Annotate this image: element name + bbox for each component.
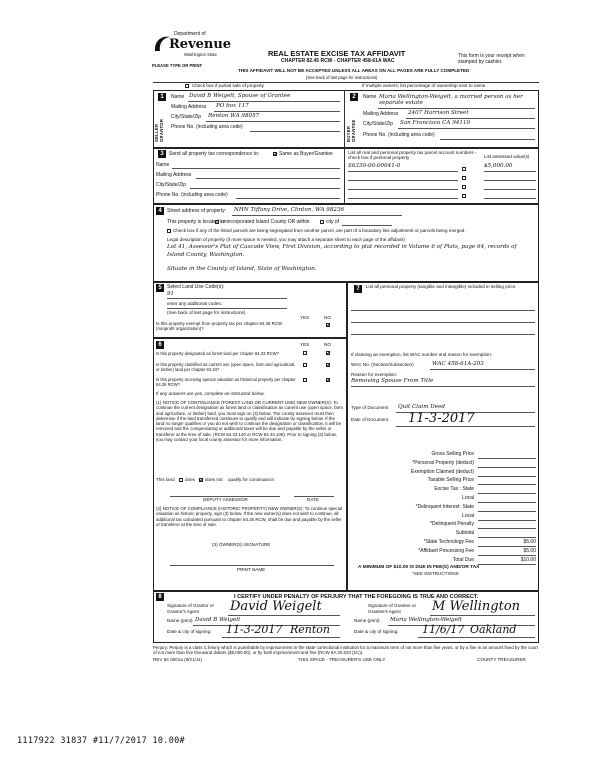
seller-city[interactable]: Renton WA 98057 bbox=[208, 113, 260, 119]
seller-address-label: Mailing Address bbox=[171, 104, 207, 110]
buyer-address-label: Mailing Address bbox=[363, 111, 399, 117]
s5-yes-label: YES bbox=[300, 315, 310, 320]
tax-row-line bbox=[478, 476, 536, 477]
form-subtitle: CHAPTER 82.45 RCW - CHAPTER 458-61A WAC bbox=[281, 58, 395, 64]
deputy-assessor-label: DEPUTY ASSESSOR bbox=[203, 497, 248, 502]
assessed-title: List assessed value(s) bbox=[484, 154, 530, 159]
grantor-signature[interactable]: David Weigelt bbox=[230, 599, 322, 614]
unincorporated-checkbox[interactable] bbox=[215, 220, 219, 224]
this-land-label: This land bbox=[156, 477, 175, 482]
compliance-notice: (2) NOTICE OF COMPLIANCE (HISTORIC PROPERTY) NEW OWNER(S): To continue special valuation as historic property, sign (3) below. If the new owner(s) does not wish to continue, all additional tax calculated pursuant to chapter 84.26 RCW, shall be due and payable by the seller or transferor at the time of sale. bbox=[156, 506, 343, 527]
form-revision: REV 84 0001a (9/21/11) bbox=[153, 657, 203, 662]
does-checkbox[interactable] bbox=[179, 478, 183, 482]
checkmark-icon bbox=[326, 363, 330, 367]
seller-city-label: City/State/Zip bbox=[171, 114, 202, 120]
qualify-label: qualify for continuance. bbox=[228, 477, 276, 482]
partial-sale-checkbox[interactable] bbox=[185, 84, 189, 88]
grantor-date[interactable]: 11-3-2017 bbox=[226, 623, 283, 636]
personal-property-checkbox[interactable] bbox=[462, 167, 466, 171]
wac-label: WAC No. (Section/Subsection) bbox=[351, 362, 414, 367]
tax-row-label: Local bbox=[462, 512, 474, 519]
section-6-box bbox=[153, 338, 347, 591]
parcel-title: List all real and personal property tax parcel account numbers - check box if personal property bbox=[348, 150, 477, 161]
personal-property-checkbox[interactable] bbox=[462, 185, 466, 189]
seller-address[interactable]: PO box 117 bbox=[216, 103, 249, 109]
grantee-name[interactable]: Maria Wellington-Weigelt bbox=[390, 617, 462, 623]
tax-row-line bbox=[478, 511, 536, 512]
correspondence-title: Send all property tax correspondence to: bbox=[169, 151, 260, 157]
checkmark-icon bbox=[326, 351, 330, 355]
tax-row-line bbox=[478, 493, 536, 494]
county-treasurer: COUNTY TREASURER bbox=[477, 657, 526, 662]
does-not-checkbox[interactable] bbox=[199, 478, 203, 482]
exempt-no-checkbox[interactable] bbox=[326, 323, 330, 327]
exemption-reason[interactable]: Removing Spouse From Title bbox=[351, 378, 434, 384]
buyer-name-label: Name bbox=[363, 94, 377, 100]
seller-side-label: SELLER GRANTOR bbox=[154, 118, 164, 142]
grantee-date[interactable]: 11/6/17 bbox=[422, 623, 465, 636]
s6-no-label: NO bbox=[324, 342, 331, 347]
any-answers-note: If any answers are yes, complete as instructed below. bbox=[156, 391, 265, 396]
revenue-logo bbox=[152, 30, 232, 62]
tax-row-label: Excise Tax : State bbox=[434, 486, 474, 493]
historic-yes-checkbox[interactable] bbox=[303, 378, 307, 382]
section-2-number: 2 bbox=[350, 93, 358, 101]
same-as-buyer-label: Same as Buyer/Grantee bbox=[279, 151, 333, 157]
current-use-yes-checkbox[interactable] bbox=[303, 363, 307, 367]
s5-no-label: NO bbox=[324, 315, 331, 320]
checkmark-icon bbox=[199, 478, 203, 482]
located-in-label: This property is located in bbox=[167, 219, 224, 225]
buyer-phone-label: Phone No. (including area code) bbox=[363, 132, 435, 138]
receipt-note: This form is your receipt when stamped by cashier. bbox=[458, 53, 525, 65]
multiple-owners-note: If multiple owners, list percentage of ownership next to name. bbox=[362, 83, 487, 88]
seller-name-label: Name bbox=[171, 94, 185, 100]
tax-row-line bbox=[478, 546, 536, 547]
city-of-label: city of bbox=[326, 219, 340, 225]
same-as-buyer-checkbox[interactable] bbox=[273, 152, 277, 156]
tax-row-line bbox=[478, 467, 536, 468]
current-use-question: Is this property classified as current use (open space, farm and agricultural, or timber) land per chapter 84.34? bbox=[156, 362, 296, 372]
section-6-number: 6 bbox=[156, 341, 164, 349]
tax-row-line bbox=[478, 484, 536, 485]
tax-row-value[interactable]: $5.00 bbox=[523, 547, 536, 554]
s6-yes-label: YES bbox=[300, 342, 310, 347]
see-instructions: *SEE INSTRUCTIONS bbox=[412, 571, 459, 576]
dept-line1: Department of bbox=[174, 31, 206, 37]
does-label: does bbox=[185, 477, 195, 482]
street-address[interactable]: NHN Tiffany Drive, Clinton, WA 98236 bbox=[234, 207, 345, 213]
dept-name: Revenue bbox=[169, 37, 232, 52]
buyer-side-label: BUYER GRANTEE bbox=[346, 119, 356, 142]
date-label: DATE bbox=[307, 497, 319, 502]
current-use-no-checkbox[interactable] bbox=[326, 363, 330, 367]
tax-row-line bbox=[478, 520, 536, 521]
situate-line[interactable]: Situate in the County of Island, State of Washington. bbox=[167, 266, 317, 272]
doc-type[interactable]: Quit Claim Deed bbox=[398, 404, 445, 410]
grantee-name-label: Name (print) bbox=[354, 618, 380, 623]
legal-line-1[interactable]: Lot 41, Assessor's Plat of Cascade View, First Division, according to plat recorded in Volume 6 of Plats, page 64, records of bbox=[167, 244, 517, 250]
treasurer-use-only: THIS SPACE - TREASURER'S USE ONLY bbox=[298, 657, 386, 662]
grantee-signature-label: Signature of Grantee or Grantee's Agent bbox=[368, 603, 417, 614]
forest-question: Is this property designated as forest land per chapter 84.33 RCW? bbox=[156, 351, 279, 356]
section-5-number: 5 bbox=[156, 284, 164, 292]
doc-date[interactable]: 11-3-2017 bbox=[408, 411, 475, 426]
section-4-number: 4 bbox=[156, 207, 164, 215]
dept-state: Washington State bbox=[184, 52, 217, 57]
historic-question: Is this property receiving special valuation as historical property per chapter 84.26 RCW? bbox=[156, 377, 296, 387]
tax-row-label: *Delinquent Penalty bbox=[430, 521, 474, 528]
buyer-city-label: City/State/Zip bbox=[363, 121, 394, 127]
parcel-number[interactable]: S6330-00-00041-0 bbox=[348, 163, 401, 169]
seller-name[interactable]: David B Weigelt, Spouse of Grantee bbox=[189, 93, 291, 99]
grantor-date-label: Date & city of signing: bbox=[167, 629, 212, 634]
minimum-due: A MINIMUM OF $10.00 IS DUE IN FEE(S) AND/OR TAX bbox=[358, 565, 480, 570]
tax-row-line bbox=[478, 458, 536, 459]
owner-signature-label: (3) OWNER(S) SIGNATURE bbox=[212, 542, 271, 547]
land-use-see-back: (See back of last page for instructions) bbox=[167, 310, 246, 315]
legal-label: Legal description of property (if more space is needed, you may attach a separate sheet to each page of the affidavit) bbox=[167, 237, 405, 242]
other-codes-label: enter any additional codes: bbox=[167, 301, 222, 306]
exempt-question: Is this property exempt from property tax per chapter 84.36 RCW (nonprofit organization)? bbox=[156, 321, 283, 332]
corr-name-label: Name bbox=[156, 162, 170, 168]
grantor-city[interactable]: Renton bbox=[290, 623, 331, 636]
corr-city-label: City/State/Zip bbox=[156, 182, 187, 188]
tax-row-value[interactable]: $10.00 bbox=[520, 556, 536, 563]
doc-date-label: Date of Document bbox=[351, 417, 389, 422]
tax-row-label: Exemption Claimed (deduct) bbox=[410, 468, 474, 475]
tax-row-label: Total Due bbox=[452, 556, 474, 563]
forest-no-checkbox[interactable] bbox=[326, 351, 330, 355]
tax-row-value[interactable]: $5.00 bbox=[523, 539, 536, 545]
buyer-address[interactable]: 2407 Harrison Street bbox=[408, 110, 469, 116]
does-not-label: does not bbox=[205, 477, 223, 482]
unincorporated-label: unincorporated Island County OR within bbox=[221, 219, 310, 225]
warning-line: THIS AFFIDAVIT WILL NOT BE ACCEPTED UNLESS ALL AREAS ON ALL PAGES ARE FULLY COMPLETED bbox=[238, 68, 470, 73]
legal-line-2[interactable]: Island County, Washington. bbox=[167, 252, 245, 258]
please-type: PLEASE TYPE OR PRINT bbox=[152, 63, 203, 68]
section-7-number: 7 bbox=[354, 285, 362, 293]
tax-row-label: *Affidavit Processing Fee bbox=[418, 547, 474, 554]
form-title: REAL ESTATE EXCISE TAX AFFIDAVIT bbox=[268, 49, 406, 58]
continuance-notice: (1) NOTICE OF CONTINUANCE (FOREST LAND OR CURRENT USE) NEW OWNER(S): To continue the current designation as forest land or classification as current use (open space, farm and agriculture, or timber) land, you must sign on (3) below. The county assessor must then determine if the land transferred continues to qualify and will indicate by signing below. If the land no longer qualifies or you do not wish to continue the designation or classification, it will be removed and the compensating or additional taxes will be due and payable by the seller or transferor at the time of sale. (RCW 84.33.140 or RCW 84.34.108). Prior to signing (3) below, you may contact your local county assessor for more information. bbox=[156, 400, 343, 443]
grantee-signature[interactable]: M Wellington bbox=[432, 599, 521, 614]
personal-property-checkbox[interactable] bbox=[462, 176, 466, 180]
tax-row-line bbox=[478, 502, 536, 503]
grantee-city[interactable]: Oakland bbox=[470, 623, 517, 636]
print-name-label: PRINT NAME bbox=[237, 567, 266, 572]
land-use-code[interactable]: 91 bbox=[167, 291, 175, 297]
corr-address-label: Mailing Address bbox=[156, 172, 192, 178]
forest-yes-checkbox[interactable] bbox=[303, 351, 307, 355]
tax-row-label: Taxable Selling Price bbox=[427, 477, 474, 484]
tax-row-label: Gross Selling Price bbox=[431, 451, 474, 457]
corr-phone-label: Phone No. (including area code) bbox=[156, 192, 228, 198]
tax-row-label: Local bbox=[462, 495, 474, 501]
tax-row-label: *Delinquent Interest: State bbox=[415, 503, 474, 510]
section-8-number: 8 bbox=[156, 593, 164, 601]
tax-row-label: Subtotal bbox=[455, 530, 474, 537]
land-use-label: Select Land Use Code(s): bbox=[167, 284, 225, 290]
section-1-number: 1 bbox=[158, 93, 166, 101]
segregated-checkbox[interactable] bbox=[167, 229, 171, 233]
grantee-date-label: Date & city of signing: bbox=[354, 629, 399, 634]
personal-property-checkbox[interactable] bbox=[462, 194, 466, 198]
city-of-checkbox[interactable] bbox=[320, 220, 324, 224]
buyer-city[interactable]: San Francisco CA 94110 bbox=[400, 120, 471, 126]
perjury-statement: Perjury: Perjury is a class C felony which is punishable by imprisonment in the state correctional institution for a maximum term of not more than five years, or by a fine in an amount fixed by the court of not more than five thousand dollars ($5,000.00), or by both imprisonment and fine (RCW 9A.20.020 (1C)). bbox=[153, 645, 538, 656]
segregated-note: Check box if any of the listed parcels are being segregated from another parcel, are part of a boundary line adjustment or parcels being merged. bbox=[173, 228, 466, 233]
grantor-name-label: Name (print) bbox=[167, 618, 193, 623]
grantor-name[interactable]: David B Weigelt bbox=[195, 617, 241, 623]
doc-type-label: Type of Document bbox=[351, 405, 389, 410]
reason-label: Reason for exemption: bbox=[351, 372, 398, 377]
see-back-note: (See back of last page for instructions) bbox=[306, 75, 378, 80]
partial-sale-label: Check box if partial sale of property bbox=[192, 83, 265, 88]
wac-number[interactable]: WAC 458-61A-203 bbox=[432, 361, 484, 367]
tax-row-line bbox=[478, 528, 536, 529]
certify-statement: I CERTIFY UNDER PENALTY OF PERJURY THAT THE FOREGOING IS TRUE AND CORRECT. bbox=[234, 594, 479, 600]
personal-property-text: List all personal property (tangible and intangible) included in selling price. bbox=[366, 284, 517, 289]
checkmark-icon bbox=[273, 152, 277, 156]
assessed-value[interactable]: $5,000.00 bbox=[484, 163, 513, 169]
section-3-number: 3 bbox=[158, 150, 166, 158]
recording-stamp: 1117922 31837 #11/7/2017 10.00# bbox=[17, 736, 185, 746]
checkmark-icon bbox=[326, 323, 330, 327]
street-label: Street address of property: bbox=[167, 208, 227, 214]
checkmark-icon bbox=[326, 378, 330, 382]
tax-row-line bbox=[478, 555, 536, 556]
grantor-signature-label: Signature of Grantor or Grantor's Agent bbox=[167, 603, 214, 614]
buyer-name[interactable]: Maria Wellington-Weigelt, a married person as her separate estate bbox=[379, 94, 523, 107]
tax-row-label: *State Technology Fee bbox=[423, 539, 474, 545]
historic-no-checkbox[interactable] bbox=[326, 378, 330, 382]
exemption-claim-label: If claiming an exemption, list WAC number and reason for exemption: bbox=[351, 352, 493, 357]
seller-phone-label: Phone No. (including area code) bbox=[171, 124, 243, 130]
tax-row-label: *Personal Property (deduct) bbox=[412, 459, 474, 466]
